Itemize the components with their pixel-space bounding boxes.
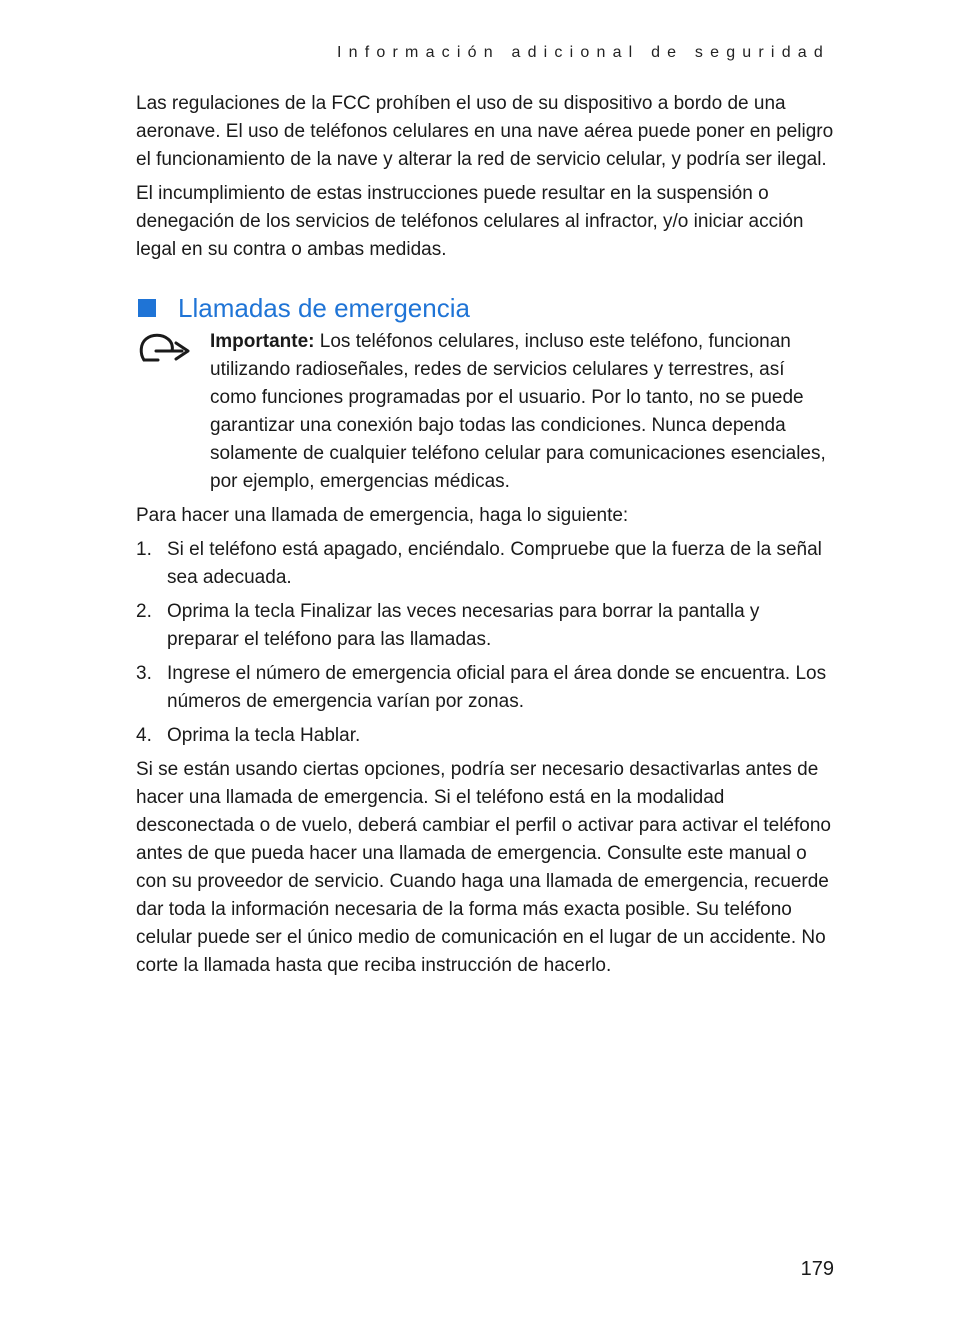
steps-intro: Para hacer una llamada de emergencia, haga lo siguiente: [136,505,629,526]
running-header: Información adicional de seguridad [337,44,830,61]
step-number: 3. [136,663,152,684]
paragraph-fcc: Las regulaciones de la FCC prohíben el uso de su dispositivo a bordo de una aeronave. El uso de teléfonos celulares en una nave aérea puede poner en peligro el funcionamiento de la nave y alterar la red de servicio celular, y podría ser ilegal. [136,93,834,170]
steps-list [136,536,836,750]
step-text: Ingrese el número de emergencia oficial para el área donde se encuentra. Los números de emergencia varían por zonas. [167,663,827,712]
important-note [136,328,836,496]
page-content [136,90,836,986]
paragraph-noncompliance: El incumplimiento de estas instrucciones puede resultar en la suspensión o denegación de los servicios de teléfonos celulares al infractor, y/o iniciar acción legal en su contra o ambas medidas. [136,183,804,260]
step-number: 4. [136,725,152,746]
step-text: Oprima la tecla Finalizar las veces necesarias para borrar la pantalla y preparar el teléfono para las llamadas. [167,601,760,650]
page-number: 179 [800,1258,834,1280]
step-item [136,660,836,716]
section-heading [136,292,836,324]
step-number: 2. [136,601,152,622]
step-item [136,722,836,750]
step-text: Si el teléfono está apagado, enciéndalo. Compruebe que la fuerza de la señal sea adecuada. [167,539,822,588]
step-number: 1. [136,539,152,560]
important-note-icon [136,330,196,366]
note-text: Los teléfonos celulares, incluso este teléfono, funcionan utilizando radioseñales, redes de servicios celulares y terrestres, así como funciones programadas por el usuario. Por lo tanto, no se puede garantizar una conexión bajo todas las condiciones. Nunca dependa solamente de cualquier teléfono celular para comunicaciones esenciales, por ejemplo, emergencias médicas. [210,331,826,492]
step-item [136,598,836,654]
step-text: Oprima la tecla Hablar. [167,725,361,746]
heading-square-icon [138,299,156,317]
note-label: Importante: [210,331,315,352]
step-item [136,536,836,592]
section-heading-text: Llamadas de emergencia [178,293,470,323]
paragraph-closing: Si se están usando ciertas opciones, podría ser necesario desactivarlas antes de hacer una llamada de emergencia. Si el teléfono está en la modalidad desconectada o de vuelo, deberá cambiar el perfil o activar para activar el teléfono antes de que pueda hacer una llamada de emergencia. Consulte este manual o con su proveedor de servicio. Cuando haga una llamada de emergencia, recuerde dar toda la información necesaria de la forma más exacta posible. Su teléfono celular puede ser el único medio de comunicación en el lugar de un accidente. No corte la llamada hasta que reciba instrucción de hacerlo. [136,759,831,976]
